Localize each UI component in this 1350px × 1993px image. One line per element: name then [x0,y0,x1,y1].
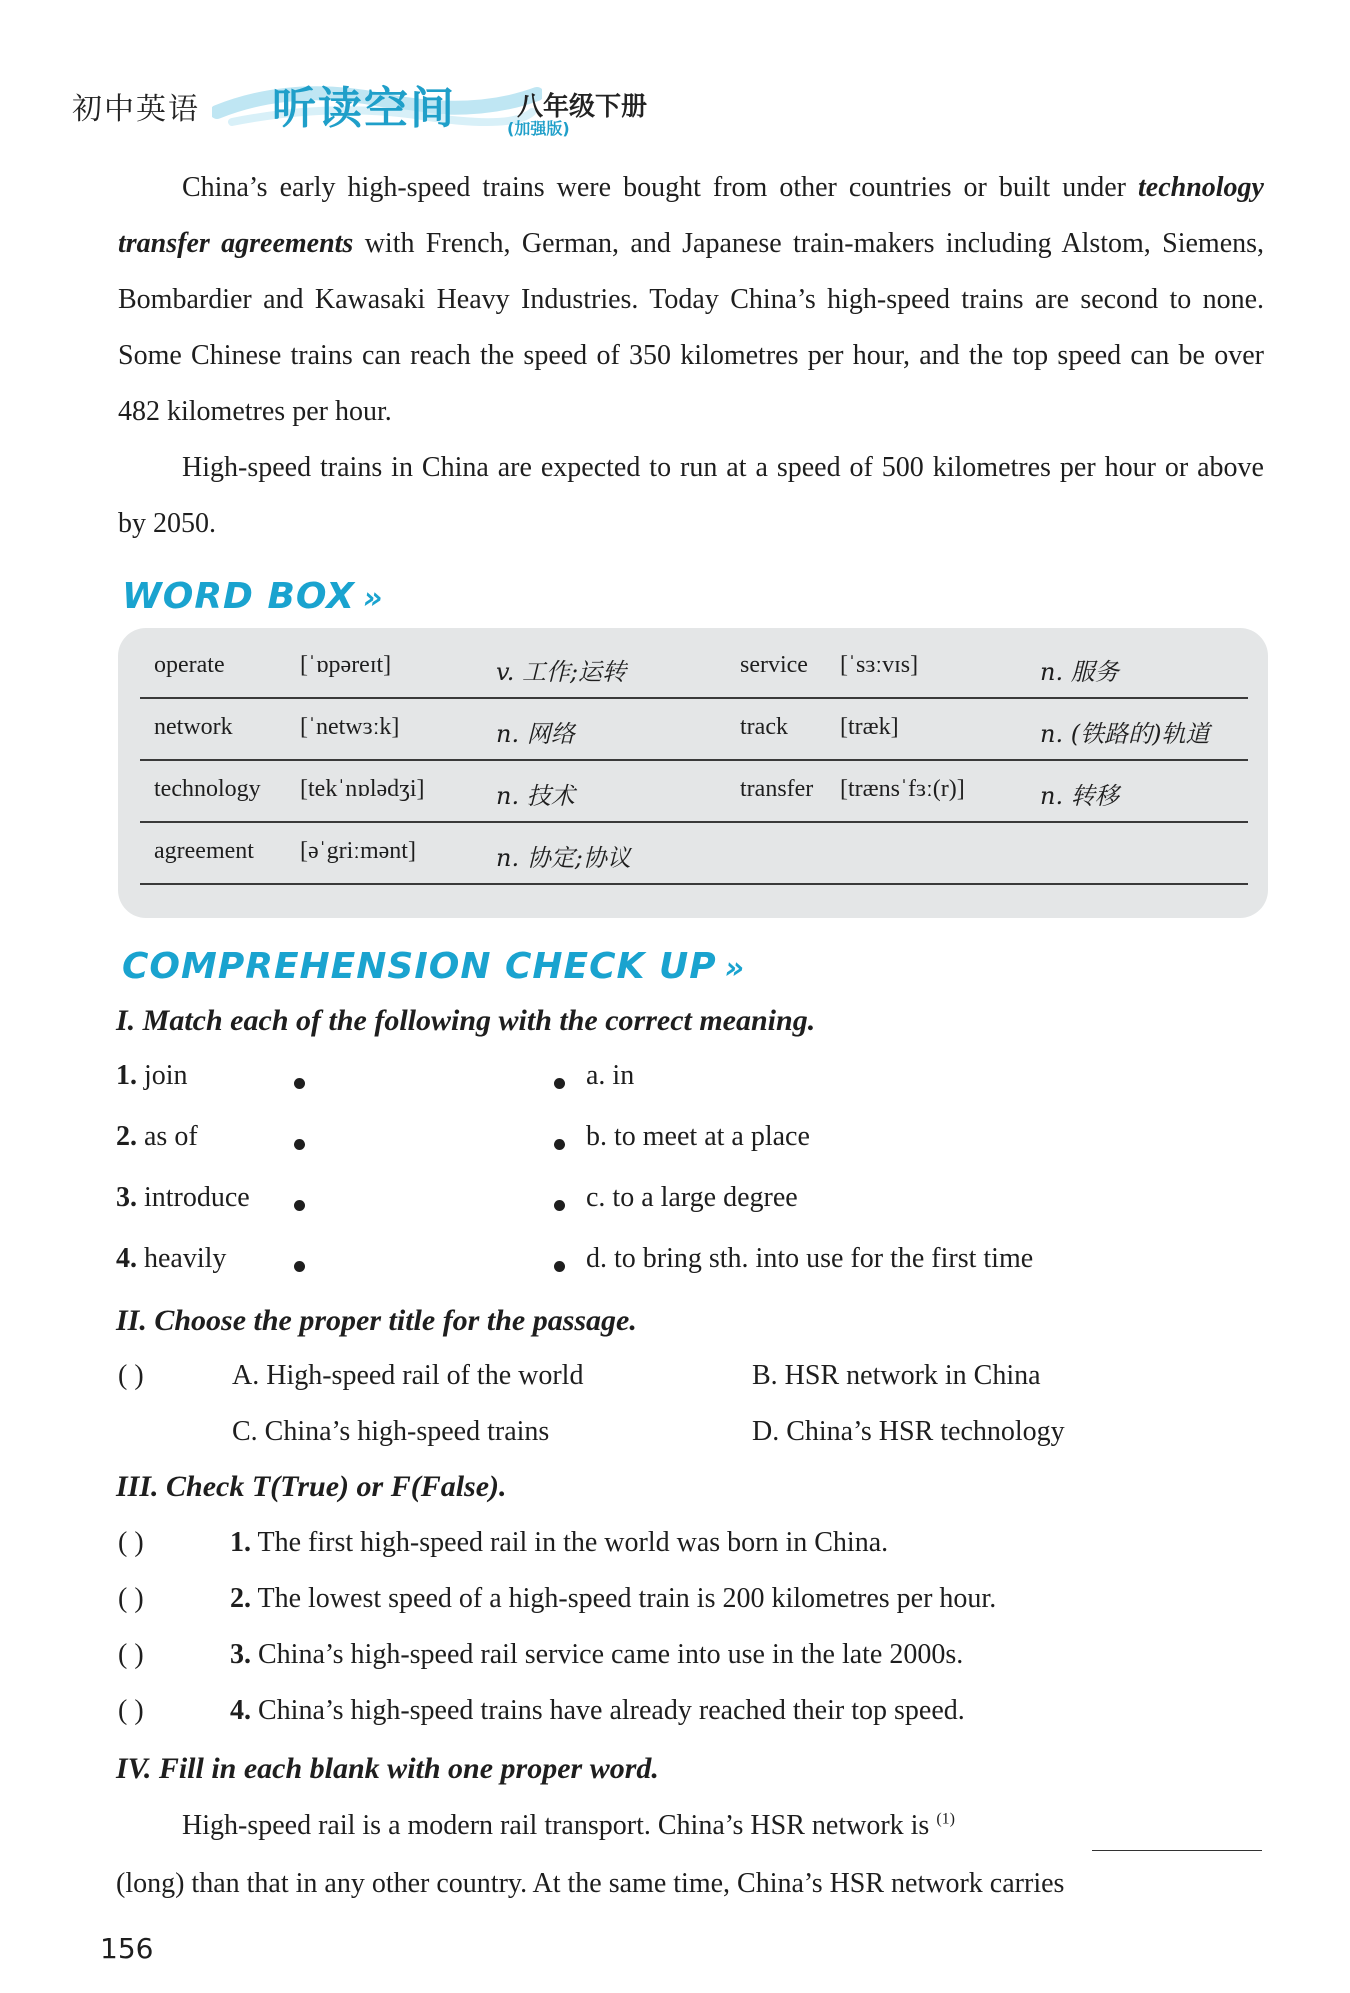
match-dot[interactable] [294,1139,305,1150]
passage [118,160,1264,552]
bold-phrase: technology transfer agreements [118,172,1264,259]
tf-item: 2. The lowest speed of a high-speed train is 200 kilometres per hour. [230,1583,997,1614]
answer-bracket[interactable]: ( ) [118,1583,144,1614]
tf-item: 1. The first high-speed rail in the world was born in China. [230,1527,889,1558]
page-number: 156 [100,1932,154,1965]
word-row: operate [ˈɒpəreɪt] v. 工作;运转 service [ˈsɜːvɪs] n. 服务 [140,636,1248,699]
match-left-item: 4. heavily [116,1243,227,1274]
match-right-item: a. in [586,1060,635,1091]
match-left-item: 1. join [116,1060,188,1091]
series-title: 初中英语 [72,92,200,127]
chevron-right-icon: » [724,951,746,986]
word-box-heading: WORD BOX » [122,576,384,617]
chevron-right-icon: » [362,581,384,616]
answer-bracket[interactable]: ( ) [118,1695,144,1726]
fill-blank[interactable] [1092,1850,1262,1851]
match-dot[interactable] [554,1078,565,1089]
option-a: A. High-speed rail of the world [232,1360,584,1391]
grade-label: 八年级下册 [517,92,648,122]
tf-item: 3. China’s high-speed rail service came into use in the late 2000s. [230,1639,964,1670]
match-right-item: b. to meet at a place [586,1121,810,1152]
page-header [72,74,772,144]
match-dot[interactable] [554,1200,565,1211]
word-row: network [ˈnetwɜːk] n. 网络 track [træk] n. (铁路的)轨道 [140,698,1248,761]
word-row: agreement [əˈgriːmənt] n. 协定;协议 [140,822,1248,885]
match-dot[interactable] [294,1078,305,1089]
logo-text: 听读空间 [272,83,456,134]
tf-item: 4. China’s high-speed trains have already reached their top speed. [230,1695,965,1726]
option-d: D. China’s HSR technology [752,1416,1065,1447]
part2-title: II. Choose the proper title for the passage. [116,1304,637,1337]
edition-label: (加强版) [507,119,570,138]
paragraph-1: China’s early high-speed trains were bought from other countries or built under technology transfer agreements with French, German, and Japanese train-makers including Alstom, Siemens, Bombardier and Kawasaki Heavy Industries. Today China’s high-speed trains are second to none. Some Chinese trains can reach the speed of 350 kilometres per hour, and the top speed can be over 482 kilometres per hour. [118,172,1265,427]
part3-title: III. Check T(True) or F(False). [116,1470,507,1503]
match-right-item: d. to bring sth. into use for the first time [586,1243,1034,1274]
match-dot[interactable] [554,1261,565,1272]
comprehension-heading: COMPREHENSION CHECK UP » [122,946,746,987]
match-right-item: c. to a large degree [586,1182,798,1213]
match-dot[interactable] [554,1139,565,1150]
part4-title: IV. Fill in each blank with one proper word. [116,1752,659,1785]
match-dot[interactable] [294,1261,305,1272]
answer-bracket[interactable]: ( ) [118,1360,144,1391]
answer-bracket[interactable]: ( ) [118,1639,144,1670]
part1-title: I. Match each of the following with the correct meaning. [116,1004,816,1037]
match-left-item: 3. introduce [116,1182,250,1213]
fill-line-1: High-speed rail is a modern rail transport. China’s HSR network is $^{(1)}$ [182,1810,955,1841]
answer-bracket[interactable]: ( ) [118,1527,144,1558]
paragraph-2: High-speed trains in China are expected to run at a speed of 500 kilometres per hour or above by 2050. [118,452,1264,539]
blank-number: (1) [936,1810,955,1828]
match-dot[interactable] [294,1200,305,1211]
fill-line-2: (long) than that in any other country. At the same time, China’s HSR network carries [116,1868,1065,1899]
word-box [118,628,1268,918]
match-left-item: 2. as of [116,1121,198,1152]
option-b: B. HSR network in China [752,1360,1041,1391]
word-row: technology [tekˈnɒlədʒi] n. 技术 transfer [trænsˈfɜː(r)] n. 转移 [140,760,1248,823]
option-c: C. China’s high-speed trains [232,1416,550,1447]
